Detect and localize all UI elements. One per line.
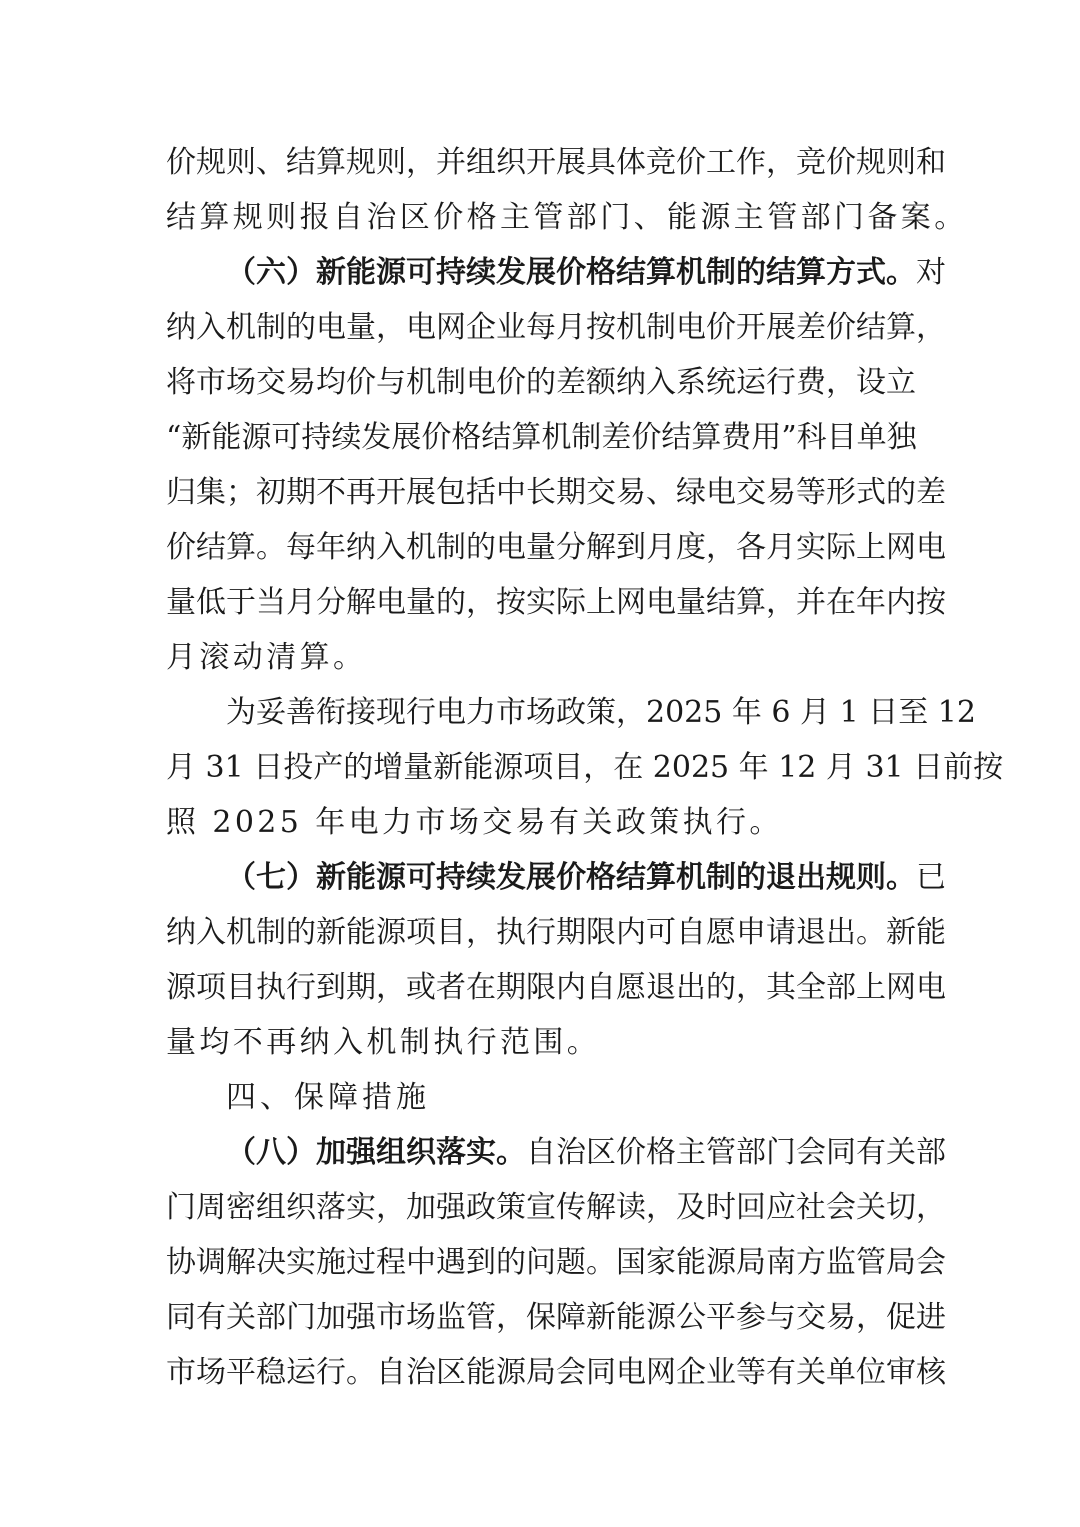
section-7-heading: （七）新能源可持续发展价格结算机制的退出规则。 bbox=[226, 860, 916, 895]
section-6-text-start: 对 bbox=[916, 255, 946, 290]
paragraph-line: 同有关部门加强市场监管，保障新能源公平参与交易，促进 bbox=[166, 1300, 946, 1335]
paragraph-line: 市场平稳运行。自治区能源局会同电网企业等有关单位审核 bbox=[166, 1355, 946, 1390]
paragraph-line: 为妥善衔接现行电力市场政策，2025 年 6 月 1 日至 12 bbox=[226, 695, 976, 730]
paragraph-line: 价结算。每年纳入机制的电量分解到月度，各月实际上网电 bbox=[166, 530, 946, 565]
section-7-text-start: 已 bbox=[916, 860, 946, 895]
section-6-heading: （六）新能源可持续发展价格结算机制的结算方式。 bbox=[226, 255, 916, 290]
paragraph-line: 结算规则报自治区价格主管部门、能源主管部门备案。 bbox=[166, 200, 968, 235]
paragraph-line: 量低于当月分解电量的，按实际上网电量结算，并在年内按 bbox=[166, 585, 946, 620]
paragraph-line: 纳入机制的电量，电网企业每月按机制电价开展差价结算， bbox=[166, 310, 946, 345]
paragraph-line: 月 31 日投产的增量新能源项目，在 2025 年 12 月 31 日前按 bbox=[166, 750, 1004, 785]
paragraph-line-section-6 bbox=[226, 248, 946, 298]
section-heading-safeguards: 四、保障措施 bbox=[226, 1080, 430, 1115]
section-8-text-start: 自治区价格主管部门会同有关部 bbox=[526, 1135, 946, 1170]
paragraph-line: 价规则、结算规则，并组织开展具体竞价工作，竞价规则和 bbox=[166, 145, 946, 180]
paragraph-line: 将市场交易均价与机制电价的差额纳入系统运行费，设立 bbox=[166, 365, 916, 400]
paragraph-line: 纳入机制的新能源项目，执行期限内可自愿申请退出。新能 bbox=[166, 915, 946, 950]
paragraph-line: 照 2025 年电力市场交易有关政策执行。 bbox=[166, 805, 783, 840]
paragraph-line: 归集；初期不再开展包括中长期交易、绿电交易等形式的差 bbox=[166, 475, 946, 510]
paragraph-line: “新能源可持续发展价格结算机制差价结算费用”科目单独 bbox=[166, 420, 917, 455]
paragraph-line: 月滚动清算。 bbox=[166, 640, 367, 675]
paragraph-line-section-8 bbox=[226, 1128, 946, 1178]
paragraph-line: 协调解决实施过程中遇到的问题。国家能源局南方监管局会 bbox=[166, 1245, 946, 1280]
paragraph-line: 源项目执行到期，或者在期限内自愿退出的，其全部上网电 bbox=[166, 970, 946, 1005]
paragraph-line: 门周密组织落实，加强政策宣传解读，及时回应社会关切， bbox=[166, 1190, 946, 1225]
paragraph-line-section-7 bbox=[226, 853, 946, 903]
section-8-heading: （八）加强组织落实。 bbox=[226, 1135, 526, 1170]
paragraph-line: 量均不再纳入机制执行范围。 bbox=[166, 1025, 601, 1060]
